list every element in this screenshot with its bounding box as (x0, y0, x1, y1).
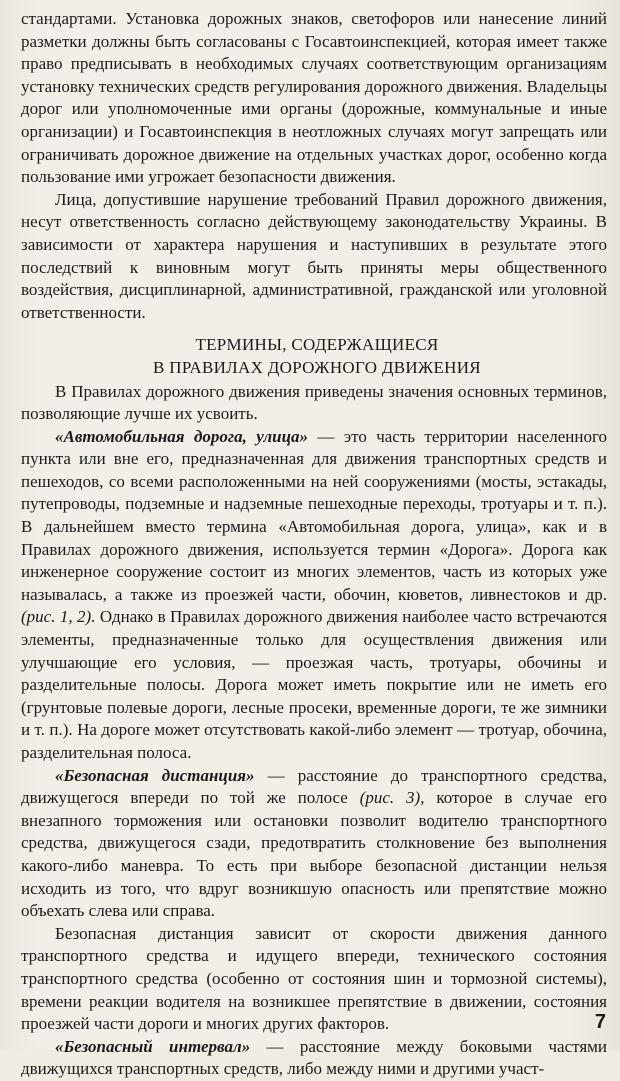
section-heading-line-2: В ПРАВИЛАХ ДОРОЖНОГО ДВИЖЕНИЯ (153, 357, 481, 377)
paragraph-responsibility: Лица, допустившие нарушение требований Правил дорожного движения, несут ответственность согласно действующему законодательству Украины. В зависимости от характера нарушения и наступивших в результате этого последствий к виновным могут быть приняты меры общественного воздействия, дисциплинарной, административной, гражданской или уголовной ответственности. (21, 189, 607, 322)
term-safe-distance-text-1: — расстояние до транспортного средства, движущегося впереди по той же полосе (21, 765, 607, 808)
paragraph-regulation: стандартами. Установка дорожных знаков, светофоров или нанесение линий разметки должны быть согласованы с Госавтоинспекцией, которая имеет также право предписывать в необходимых случаях соответствующим организациям установку технических средств регулирования дорожного движения. Владельцы дорог или уполномоченные ими органы (дорожные, коммунальные и иные организации) и Госавтоинспекция в неотложных случаях могут запрещать или ограничивать дорожное движение на отдельных участках дорог, особенно когда пользование ими угрожает безопасности движения. (21, 9, 607, 187)
section-intro: В Правилах дорожного движения приведены значения основных терминов, позволяющие лучше их усвоить. (21, 381, 607, 424)
term-road-definition (21, 426, 607, 765)
term-road-title: «Автомобильная дорога, улица» (55, 426, 309, 446)
term-safe-interval-definition (21, 1036, 607, 1081)
term-safe-distance-figure-ref: (рис. 3), (359, 788, 425, 808)
term-safe-interval-text: — расстояние между боковыми частями движущихся транспортных средств, либо между ними и другими участ- (21, 1036, 608, 1079)
section-heading (21, 334, 607, 379)
term-safe-interval-title: «Безопасный интервал» (55, 1036, 251, 1056)
safe-distance-factors: Безопасная дистанция зависит от скорости движения данного транспортного средства и идущего впереди, технического состояния транспортного средства (особенно от состояния шин и тормозной системы), времени реакции водителя на возникшее препятствие в движении, состояния проезжей части дороги и многих других факторов. (21, 923, 607, 1034)
page-number: 7 (594, 1011, 606, 1033)
term-safe-distance-definition (21, 765, 607, 923)
term-road-text-1: — это часть территории населенного пункта или вне его, предназначенная для движения транспортных средств и пешеходов, со всеми расположенными на ней сооружениями (мосты, эстакады, путепроводы, подземные и надземные пешеходные переходы, тротуары и т. п.). В дальнейшем вместо термина «Автомобильная дорога, улица», как и в Правилах дорожного движения, используется термин «Дорога». Дорога как инженерное сооружение состоит из многих элементов, часть из которых уже называлась, а также из проезжей части, обочин, кюветов, ливнестоков и др. (21, 426, 607, 604)
term-road-text-2: Однако в Правилах дорожного движения наиболее часто встречаются элементы, предназначенные только для осуществления движения или улучшающие его условия, — проезжая часть, тротуары, обочины и разделительные полосы. Дорога может иметь покрытие или не иметь его (грунтовые полевые дороги, лесные просеки, временные дороги, те же зимники и т. п.). На дороге может отсутствовать какой-либо элемент — тротуар, обочина, разделительная полоса. (21, 607, 608, 762)
term-safe-distance-title: «Безопасная дистанция» (55, 765, 255, 785)
section-heading-line-1: ТЕРМИНЫ, СОДЕРЖАЩИЕСЯ (195, 335, 439, 355)
term-road-figure-ref: (рис. 1, 2). (21, 607, 96, 627)
term-safe-distance-text-2: которое в случае его внезапного торможения или остановки позволит водителю транспортного средства, движущегося сзади, предотвратить столкновение без выполнения какого-либо маневра. То есть при выборе безопасной дистанции нельзя исходить из того, что вдруг возникшую опасность или препятствие можно объехать слева или справа. (21, 788, 608, 921)
